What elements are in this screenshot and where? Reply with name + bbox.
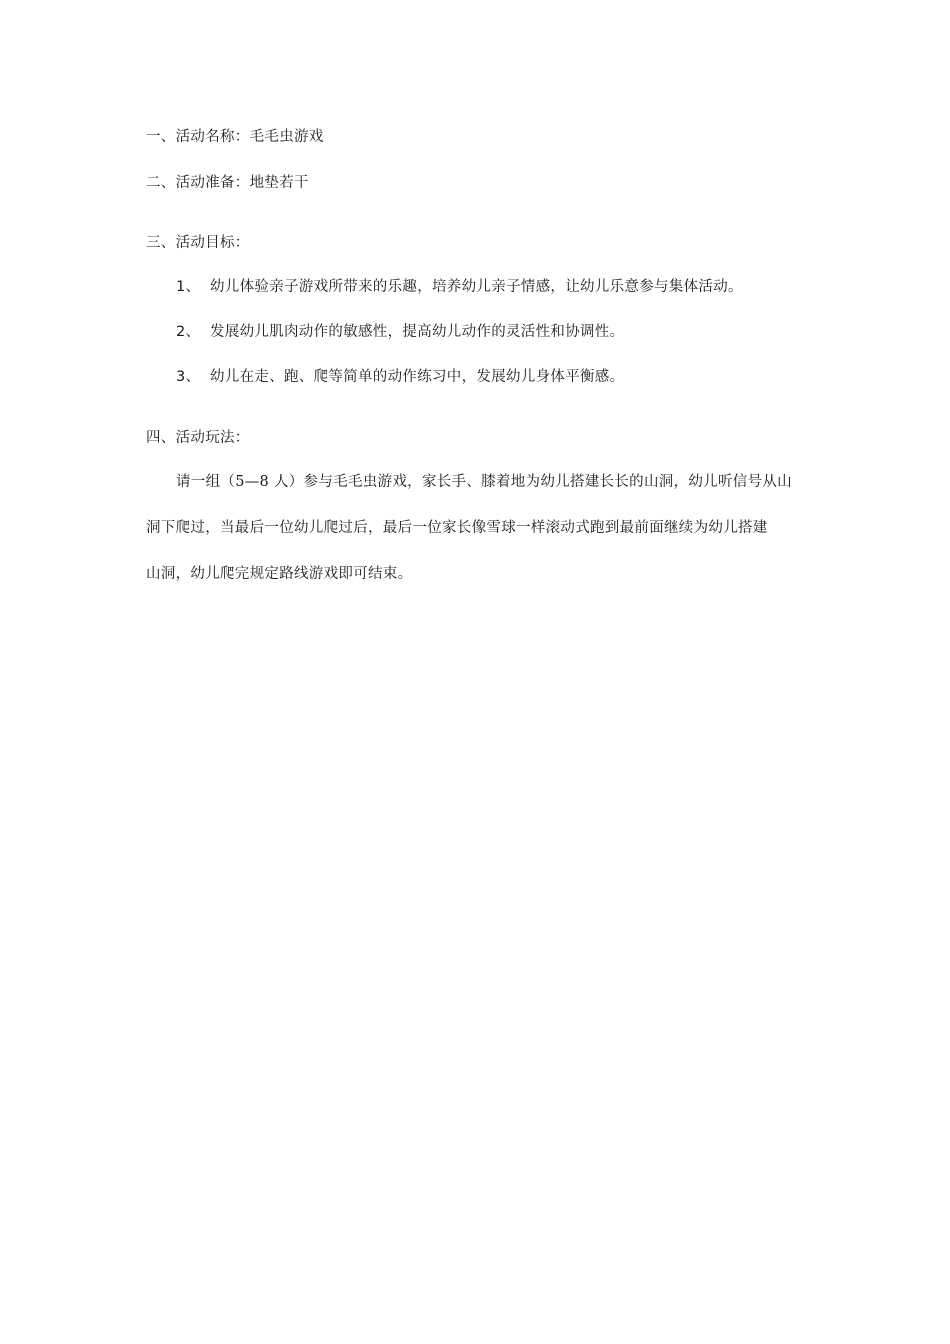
goal-number: 3、 xyxy=(176,369,201,385)
activity-preparation-line: 二、活动准备：地垫若干 xyxy=(146,175,309,191)
goal-number: 1、 xyxy=(176,279,201,295)
goal-number: 2、 xyxy=(176,324,201,340)
paragraph-line: 请一组（5—8 人）参与毛毛虫游戏，家长手、膝着地为幼儿搭建长长的山洞，幼儿听信号从山 xyxy=(176,474,792,490)
play-heading: 四、活动玩法： xyxy=(146,430,250,446)
goal-text: 幼儿体验亲子游戏所带来的乐趣，培养幼儿亲子情感，让幼儿乐意参与集体活动。 xyxy=(210,279,743,295)
activity-name-line: 一、活动名称：毛毛虫游戏 xyxy=(146,129,324,145)
paragraph-line: 山洞，幼儿爬完规定路线游戏即可结束。 xyxy=(146,566,413,582)
goal-item xyxy=(176,277,743,297)
goal-item xyxy=(176,322,624,342)
goal-item xyxy=(176,367,624,387)
paragraph-line: 洞下爬过，当最后一位幼儿爬过后，最后一位家长像雪球一样滚动式跑到最前面继续为幼儿搭建 xyxy=(146,520,768,536)
goal-text: 幼儿在走、跑、爬等简单的动作练习中，发展幼儿身体平衡感。 xyxy=(210,369,625,385)
goal-text: 发展幼儿肌肉动作的敏感性，提高幼儿动作的灵活性和协调性。 xyxy=(210,324,625,340)
goals-heading: 三、活动目标： xyxy=(146,235,250,251)
